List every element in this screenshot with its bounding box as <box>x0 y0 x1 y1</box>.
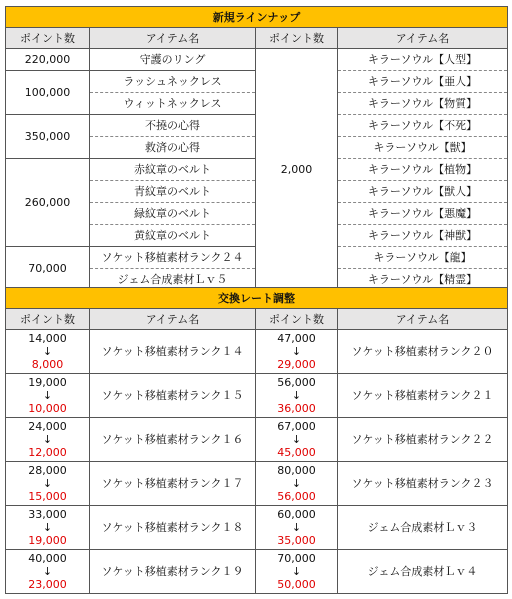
new-points: 12,000 <box>28 446 67 459</box>
lineup-right-item: キラーソウル【植物】 <box>338 159 508 181</box>
down-arrow-icon: ↓ <box>42 389 53 402</box>
lineup-points: 350,000 <box>6 115 90 159</box>
lineup-right-item: キラーソウル【獣人】 <box>338 181 508 203</box>
r-points-change <box>256 374 338 418</box>
down-arrow-icon: ↓ <box>42 433 53 446</box>
lineup-item: ソケット移植素材ランク２４ <box>90 247 256 269</box>
r-points-change <box>256 462 338 506</box>
header-item-name: アイテム名 <box>90 28 256 49</box>
r-points-change <box>256 330 338 374</box>
lineup-item: 救済の心得 <box>90 137 256 159</box>
rate-row <box>6 550 508 594</box>
down-arrow-icon: ↓ <box>42 565 53 578</box>
lineup-right-item: キラーソウル【物質】 <box>338 93 508 115</box>
l-points-change <box>6 374 90 418</box>
old-points: 47,000 <box>277 332 316 345</box>
r-item-name: ソケット移植素材ランク２３ <box>338 462 508 506</box>
down-arrow-icon: ↓ <box>291 345 302 358</box>
rate-row <box>6 506 508 550</box>
lineup-item: ラッシュネックレス <box>90 71 256 93</box>
lineup-right-item: キラーソウル【人型】 <box>338 49 508 71</box>
lineup-points: 100,000 <box>6 71 90 115</box>
new-lineup-title: 新規ラインナップ <box>6 7 508 28</box>
down-arrow-icon: ↓ <box>291 433 302 446</box>
rate-row <box>6 374 508 418</box>
down-arrow-icon: ↓ <box>42 345 53 358</box>
new-points: 19,000 <box>28 534 67 547</box>
lineup-points: 220,000 <box>6 49 90 71</box>
header-item-name: アイテム名 <box>90 309 256 330</box>
new-points: 8,000 <box>31 358 64 371</box>
old-points: 14,000 <box>28 332 67 345</box>
r-item-name: ジェム合成素材Ｌｖ３ <box>338 506 508 550</box>
lineup-right-points: 2,000 <box>256 49 338 291</box>
new-points: 29,000 <box>277 358 316 371</box>
header-item-name: アイテム名 <box>338 309 508 330</box>
lineup-points: 70,000 <box>6 247 90 291</box>
header-item-name: アイテム名 <box>338 28 508 49</box>
lineup-item: 不撓の心得 <box>90 115 256 137</box>
down-arrow-icon: ↓ <box>291 389 302 402</box>
l-points-change <box>6 550 90 594</box>
old-points: 28,000 <box>28 464 67 477</box>
l-points-change <box>6 330 90 374</box>
l-item-name: ソケット移植素材ランク１５ <box>90 374 256 418</box>
r-points-change <box>256 418 338 462</box>
old-points: 67,000 <box>277 420 316 433</box>
r-item-name: ソケット移植素材ランク２２ <box>338 418 508 462</box>
lineup-item: 赤紋章のベルト <box>90 159 256 181</box>
lineup-right-item: キラーソウル【龍】 <box>338 247 508 269</box>
l-item-name: ソケット移植素材ランク１７ <box>90 462 256 506</box>
lineup-item: 黄紋章のベルト <box>90 225 256 247</box>
header-points: ポイント数 <box>6 309 90 330</box>
lineup-right-item: キラーソウル【不死】 <box>338 115 508 137</box>
l-item-name: ソケット移植素材ランク１９ <box>90 550 256 594</box>
new-points: 23,000 <box>28 578 67 591</box>
r-item-name: ソケット移植素材ランク２１ <box>338 374 508 418</box>
rate-row <box>6 418 508 462</box>
r-item-name: ソケット移植素材ランク２０ <box>338 330 508 374</box>
down-arrow-icon: ↓ <box>291 565 302 578</box>
old-points: 24,000 <box>28 420 67 433</box>
lineup-item: ウィットネックレス <box>90 93 256 115</box>
lineup-right-item: キラーソウル【精霊】 <box>338 269 508 291</box>
lineup-right-item: キラーソウル【亜人】 <box>338 71 508 93</box>
down-arrow-icon: ↓ <box>291 477 302 490</box>
rate-row <box>6 330 508 374</box>
lineup-item: 青紋章のベルト <box>90 181 256 203</box>
lineup-right-item: キラーソウル【神獣】 <box>338 225 508 247</box>
l-points-change <box>6 418 90 462</box>
l-points-change <box>6 462 90 506</box>
lineup-item: 緑紋章のベルト <box>90 203 256 225</box>
header-points: ポイント数 <box>256 309 338 330</box>
lineup-item: ジェム合成素材Ｌｖ５ <box>90 269 256 291</box>
down-arrow-icon: ↓ <box>42 477 53 490</box>
rate-rows <box>6 330 508 594</box>
rate-adjustment-title: 交換レート調整 <box>6 288 508 309</box>
old-points: 33,000 <box>28 508 67 521</box>
down-arrow-icon: ↓ <box>291 521 302 534</box>
new-points: 45,000 <box>277 446 316 459</box>
rate-adjustment-table <box>5 287 508 594</box>
r-points-change <box>256 550 338 594</box>
old-points: 80,000 <box>277 464 316 477</box>
old-points: 70,000 <box>277 552 316 565</box>
r-item-name: ジェム合成素材Ｌｖ４ <box>338 550 508 594</box>
old-points: 40,000 <box>28 552 67 565</box>
new-points: 15,000 <box>28 490 67 503</box>
old-points: 56,000 <box>277 376 316 389</box>
header-points: ポイント数 <box>6 28 90 49</box>
new-points: 56,000 <box>277 490 316 503</box>
old-points: 19,000 <box>28 376 67 389</box>
lineup-points: 260,000 <box>6 159 90 247</box>
lineup-item: 守護のリング <box>90 49 256 71</box>
lineup-right-item: キラーソウル【獣】 <box>338 137 508 159</box>
new-lineup-table <box>5 6 508 291</box>
rate-row <box>6 462 508 506</box>
l-points-change <box>6 506 90 550</box>
l-item-name: ソケット移植素材ランク１６ <box>90 418 256 462</box>
new-points: 35,000 <box>277 534 316 547</box>
r-points-change <box>256 506 338 550</box>
new-points: 10,000 <box>28 402 67 415</box>
new-points: 50,000 <box>277 578 316 591</box>
lineup-right-item: キラーソウル【悪魔】 <box>338 203 508 225</box>
old-points: 60,000 <box>277 508 316 521</box>
l-item-name: ソケット移植素材ランク１４ <box>90 330 256 374</box>
new-points: 36,000 <box>277 402 316 415</box>
l-item-name: ソケット移植素材ランク１８ <box>90 506 256 550</box>
header-points: ポイント数 <box>256 28 338 49</box>
down-arrow-icon: ↓ <box>42 521 53 534</box>
